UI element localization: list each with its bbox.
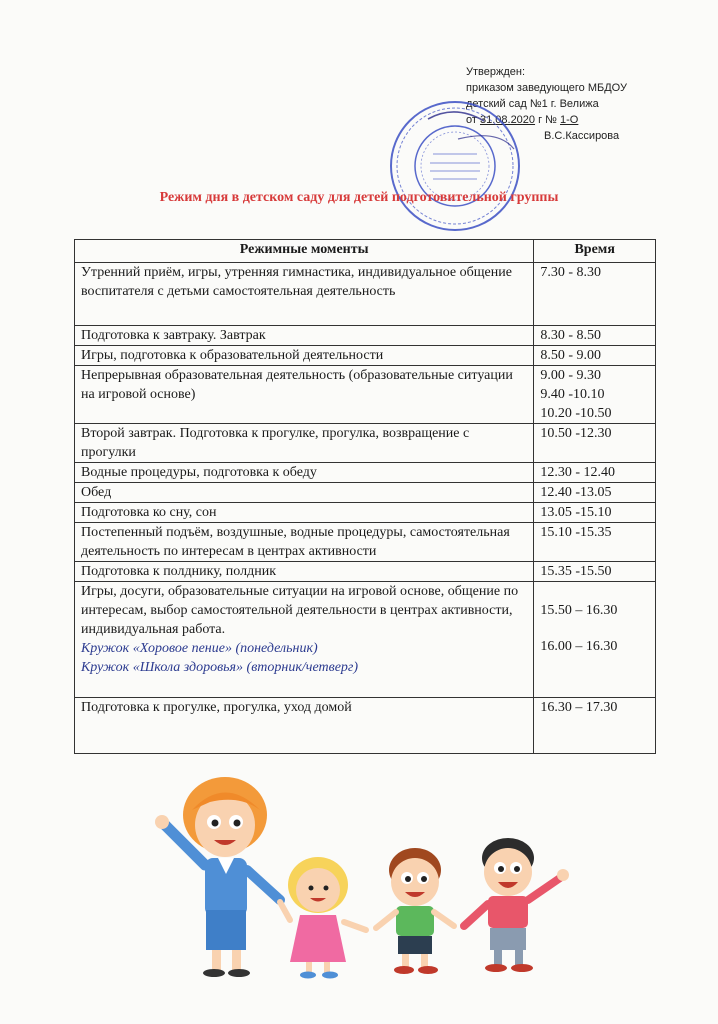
girl-figure: [280, 857, 366, 979]
activity-cell: Утренний приём, игры, утренняя гимнастика, индивидуальное общение воспитателя с детьми самостоятельная деятельность: [75, 263, 534, 326]
approval-date-prefix: от: [466, 114, 480, 126]
time-cell: 15.10 -15.35: [534, 523, 656, 562]
table-row: [75, 326, 656, 346]
time-cell: 15.35 -15.50: [534, 562, 656, 582]
time-cell: 8.30 - 8.50: [534, 326, 656, 346]
table-row: [75, 503, 656, 523]
time-cell: 10.50 -12.30: [534, 424, 656, 463]
column-header-time: Время: [534, 240, 656, 263]
table-row: [75, 698, 656, 754]
approval-signature: В.С.Кассирова: [544, 130, 620, 142]
activity-cell: Подготовка к прогулке, прогулка, уход домой: [75, 698, 534, 754]
time-cell: 13.05 -15.10: [534, 503, 656, 523]
time-slot: 9.40 -10.10: [540, 387, 605, 402]
activity-cell: Непрерывная образовательная деятельность (образовательные ситуации на игровой основе): [75, 366, 534, 424]
table-row: [75, 366, 656, 424]
activity-cell: [75, 582, 534, 698]
time-cell: 7.30 - 8.30: [534, 263, 656, 326]
time-slot: 9.00 - 9.30: [540, 368, 602, 383]
table-row: [75, 346, 656, 366]
official-stamp-icon: [388, 99, 522, 233]
club-health: Кружок «Школа здоровья» (вторник/четверг): [81, 660, 359, 675]
approval-number: 1-О: [560, 114, 579, 126]
time-cell: [534, 366, 656, 424]
activity-cell: Постепенный подъём, воздушные, водные процедуры, самостоятельная деятельность по интересам в центрах активности: [75, 523, 534, 562]
activity-cell: Обед: [75, 483, 534, 503]
table-row: [75, 523, 656, 562]
page-title: Режим дня в детском саду для детей подготовительной группы: [159, 190, 559, 205]
schedule-table: [74, 239, 656, 754]
activity-cell: Игры, подготовка к образовательной деятельности: [75, 346, 534, 366]
approval-number-label: г №: [535, 114, 561, 126]
table-row: [75, 483, 656, 503]
table-row: [75, 463, 656, 483]
approval-institution: детский сад №1 г. Велижа: [466, 98, 599, 110]
activity-cell: Водные процедуры, подготовка к обеду: [75, 463, 534, 483]
table-row: [75, 424, 656, 463]
activity-cell: Подготовка к полднику, полдник: [75, 562, 534, 582]
approval-date: 31.08.2020: [479, 114, 536, 126]
approval-heading: Утвержден:: [466, 66, 526, 78]
activity-cell: Подготовка ко сну, сон: [75, 503, 534, 523]
time-cell: 12.40 -13.05: [534, 483, 656, 503]
boy-figure: [376, 848, 454, 974]
time-cell: [534, 582, 656, 698]
teacher-and-children-illustration: [140, 770, 590, 980]
time-slot: 10.20 -10.50: [540, 406, 612, 421]
time-cell: 12.30 - 12.40: [534, 463, 656, 483]
time-slot: 15.50 – 16.30: [540, 603, 618, 618]
teacher-figure: [155, 777, 280, 977]
time-cell: 16.30 – 17.30: [534, 698, 656, 754]
time-slot: 16.00 – 16.30: [540, 639, 618, 654]
activity-cell: Подготовка к завтраку. Завтрак: [75, 326, 534, 346]
column-header-activity: Режимные моменты: [75, 240, 534, 263]
boy-figure: [464, 838, 569, 972]
activity-text: Игры, досуги, образовательные ситуации на игровой основе, общение по интересам, выбор самостоятельной деятельности в центрах активности, индивидуальная работа.: [81, 584, 519, 637]
table-row: [75, 562, 656, 582]
table-row: [75, 582, 656, 698]
approval-order: приказом заведующего МБДОУ: [466, 82, 627, 94]
time-cell: 8.50 - 9.00: [534, 346, 656, 366]
club-choir: Кружок «Хоровое пение» (понедельник): [81, 641, 318, 656]
table-header-row: [75, 240, 656, 263]
activity-cell: Второй завтрак. Подготовка к прогулке, прогулка, возвращение с прогулки: [75, 424, 534, 463]
table-row: [75, 263, 656, 326]
